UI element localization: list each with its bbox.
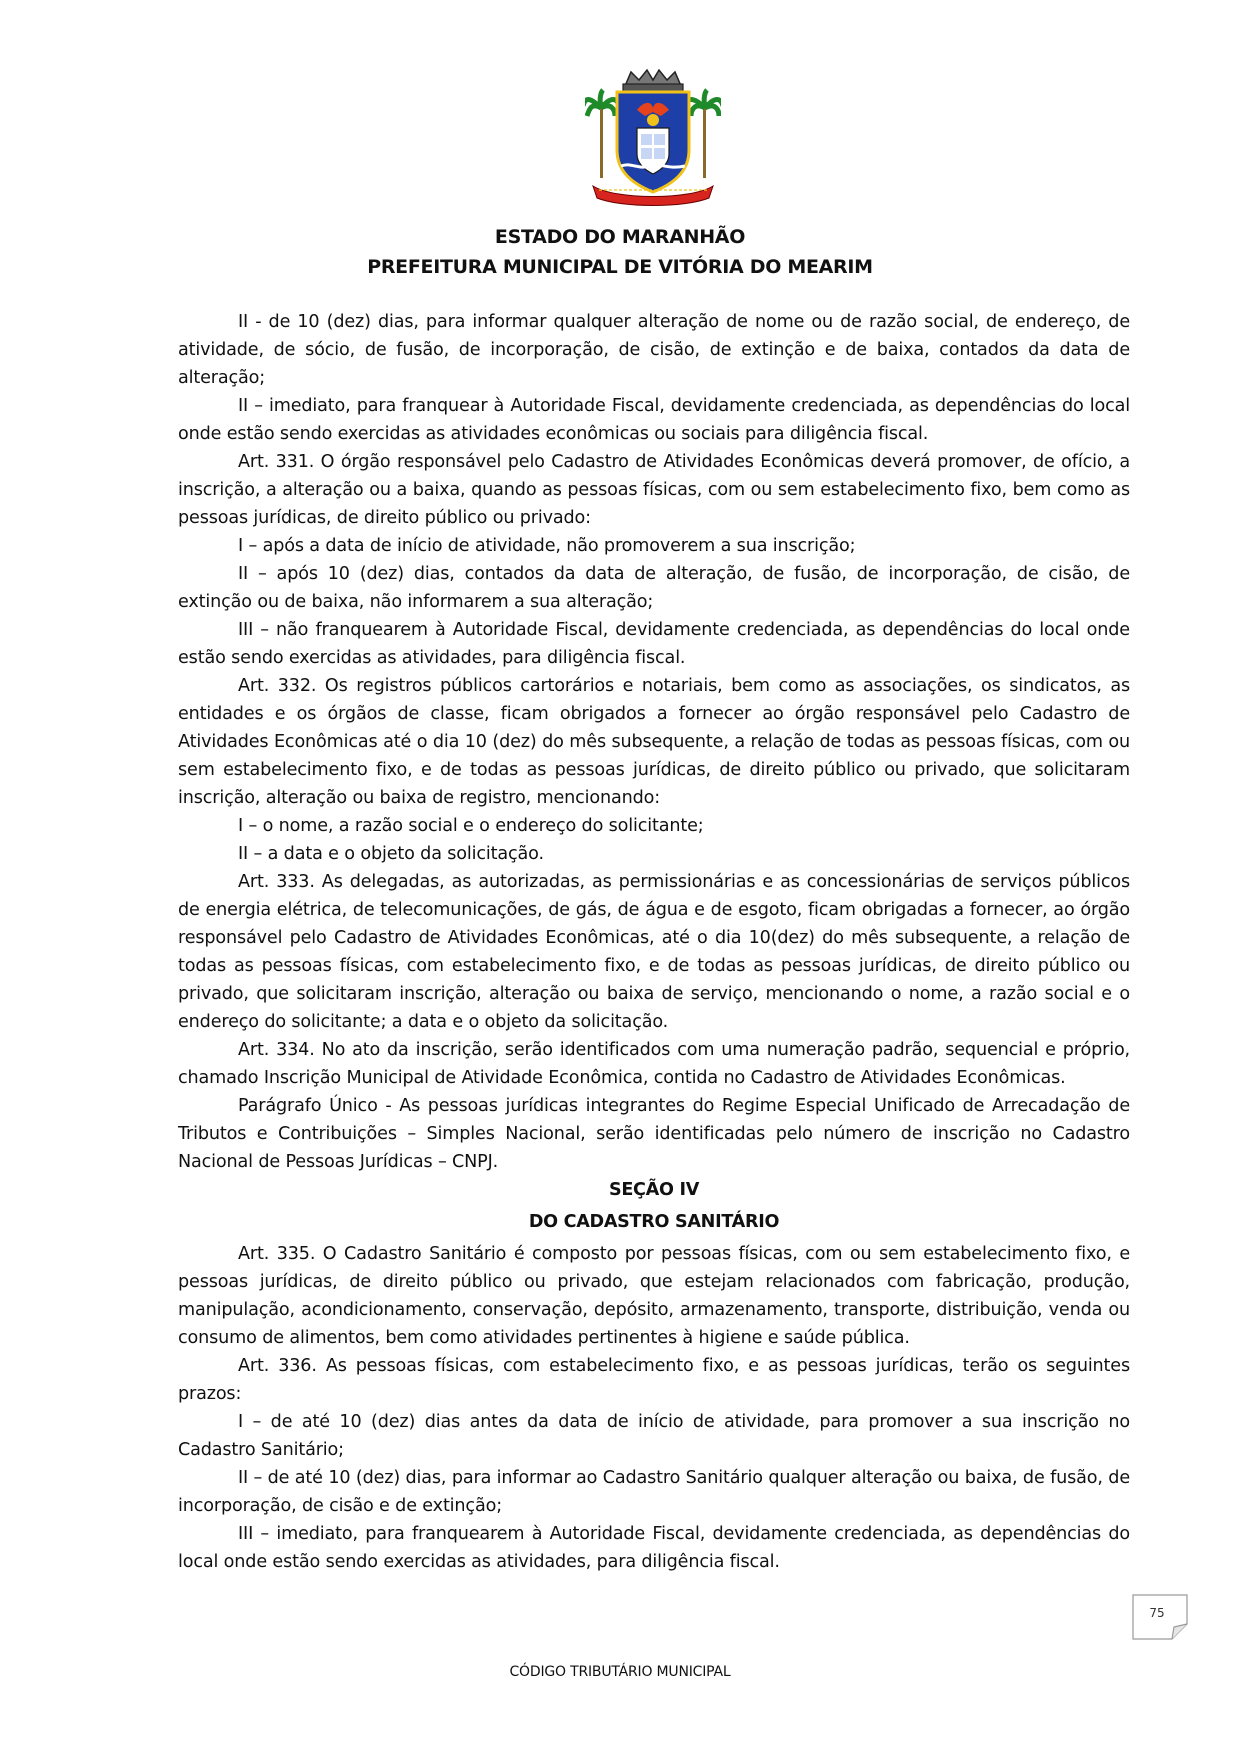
paragraph-art-331-i: I – após a data de início de atividade, não promoverem a sua inscrição; [238, 536, 856, 556]
paragraph-art-331-ii: II – após 10 (dez) dias, contados da data de alteração, de fusão, de incorporação, de cisão, de extinção ou de baixa, não informarem a sua alteração; [178, 564, 1130, 612]
paragraph-art-336-ii: II – de até 10 (dez) dias, para informar ao Cadastro Sanitário qualquer alteração ou baixa, de fusão, de incorporação, de cisão e de extinção; [178, 1468, 1130, 1516]
paragraph-art-332: Art. 332. Os registros públicos cartorários e notariais, bem como as associações, os sindicatos, as entidades e os órgãos de classe, ficam obrigados a fornecer ao órgão responsável pelo Cadastro de Atividades Econômicas até o dia 10 (dez) do mês subsequente, a relação de todas as pessoas físicas, com ou sem estabelecimento fixo, e de todas as pessoas jurídicas, de direito público ou privado, que solicitaram inscrição, alteração ou baixa de registro, mencionando: [178, 676, 1130, 808]
paragraph-inciso-ii-prazo: II - de 10 (dez) dias, para informar qualquer alteração de nome ou de razão social, de endereço, de atividade, de sócio, de fusão, de incorporação, de cisão, de extinção e de baixa, contados da data de alteração; [178, 312, 1130, 388]
paragraph-art-334-paragrafo-unico: Parágrafo Único - As pessoas jurídicas integrantes do Regime Especial Unificado de Arrecadação de Tributos e Contribuições – Simples Nacional, serão identificadas pelo número de inscrição no Cadastro Nacional de Pessoas Jurídicas – CNPJ. [178, 1096, 1130, 1172]
paragraph-art-336-i: I – de até 10 (dez) dias antes da data de início de atividade, para promover a sua inscrição no Cadastro Sanitário; [178, 1412, 1130, 1460]
page-number: 75 [1149, 1606, 1165, 1620]
paragraph-art-336: Art. 336. As pessoas físicas, com estabelecimento fixo, e as pessoas jurídicas, terão os seguintes prazos: [178, 1356, 1130, 1404]
paragraph-art-331-iii: III – não franquearem à Autoridade Fiscal, devidamente credenciada, as dependências do local onde estão sendo exercidas as atividades, para diligência fiscal. [178, 620, 1130, 668]
paragraph-art-336-iii: III – imediato, para franquearem à Autoridade Fiscal, devidamente credenciada, as dependências do local onde estão sendo exercidas as atividades, para diligência fiscal. [178, 1524, 1130, 1572]
section-title: DO CADASTRO SANITÁRIO [528, 1212, 780, 1232]
paragraph-art-333: Art. 333. As delegadas, as autorizadas, as permissionárias e as concessionárias de serviços públicos de energia elétrica, de telecomunicações, de gás, de água e de esgoto, ficam obrigadas a fornecer, ao órgão responsável pelo Cadastro de Atividades Econômicas, até o dia 10(dez) do mês subsequente, a relação de todas as pessoas físicas, com estabelecimento fixo, e de todas as pessoas jurídicas, de direito público ou privado, que solicitaram inscrição, alteração ou baixa de serviço, mencionando o nome, a razão social e o endereço do solicitante; a data e o objeto da solicitação. [178, 872, 1130, 1032]
header-city: PREFEITURA MUNICIPAL DE VITÓRIA DO MEARIM [367, 256, 873, 278]
document-body [178, 308, 1130, 1576]
footer-title: CÓDIGO TRIBUTÁRIO MUNICIPAL [509, 1664, 731, 1680]
paragraph-art-335: Art. 335. O Cadastro Sanitário é composto por pessoas físicas, com ou sem estabelecimento fixo, e pessoas jurídicas, de direito público ou privado, que estejam relacionados com fabricação, produção, manipulação, acondicionamento, conservação, depósito, armazenamento, transporte, distribuição, venda ou consumo de alimentos, bem como atividades pertinentes à higiene e saúde pública. [178, 1244, 1130, 1348]
header-state: ESTADO DO MARANHÃO [494, 226, 746, 248]
coat-of-arms-emblem [585, 68, 721, 208]
paragraph-art-332-i: I – o nome, a razão social e o endereço do solicitante; [238, 816, 704, 836]
paragraph-art-332-ii: II – a data e o objeto da solicitação. [238, 844, 544, 864]
paragraph-art-334: Art. 334. No ato da inscrição, serão identificados com uma numeração padrão, sequencial e próprio, chamado Inscrição Municipal de Atividade Econômica, contida no Cadastro de Atividades Econômicas. [178, 1040, 1130, 1088]
paragraph-art-331: Art. 331. O órgão responsável pelo Cadastro de Atividades Econômicas deverá promover, de ofício, a inscrição, a alteração ou a baixa, quando as pessoas físicas, com ou sem estabelecimento fixo, bem como as pessoas jurídicas, de direito público ou privado: [178, 452, 1130, 528]
section-number: SEÇÃO IV [608, 1180, 700, 1200]
paragraph-inciso-ii-imediato: II – imediato, para franquear à Autoridade Fiscal, devidamente credenciada, as dependências do local onde estão sendo exercidas as atividades econômicas ou sociais para diligência fiscal. [178, 396, 1130, 444]
